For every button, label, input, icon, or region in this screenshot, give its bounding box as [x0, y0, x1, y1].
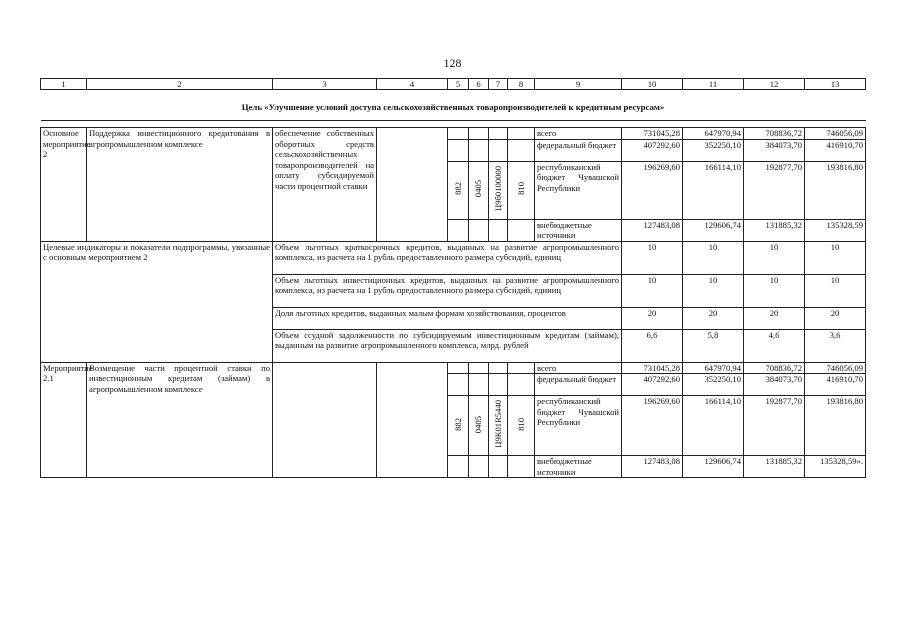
column-number: 1	[41, 79, 87, 90]
column-number: 10	[622, 79, 683, 90]
target-text: Доля льготных кредитов, выданных малым формам хозяйствования, процентов	[273, 307, 622, 329]
value-cell: 166114,10	[683, 161, 744, 219]
target-text: Объем льготных краткосрочных кредитов, выданных на развитие агропромышленного комплекса, из расчета на 1 рубль предоставленного размера субсидий, единиц	[273, 241, 622, 274]
column-header-row	[41, 79, 866, 90]
code-rz: 0405	[469, 396, 489, 456]
main-event-label: Основное мероприятие 2	[41, 128, 87, 242]
value-cell: 6,6	[622, 329, 683, 362]
column-number: 12	[744, 79, 805, 90]
code-vr: 810	[508, 396, 535, 456]
target-text: Объем льготных инвестиционных кредитов, выданных на развитие агропромышленного комплекса, из расчета на 1 рубль предоставленного размера субсидий, единиц	[273, 274, 622, 307]
value-cell: 731045,28	[622, 128, 683, 140]
value-cell: 352250,10	[683, 374, 744, 396]
code-rz: 0405	[469, 161, 489, 219]
activity-label: Мероприятие 2.1	[41, 362, 87, 478]
program-table	[40, 78, 866, 478]
value-cell: 193816,80	[805, 396, 866, 456]
blank-cell	[448, 219, 469, 241]
blank-cell	[448, 374, 469, 396]
value-cell: 10	[744, 274, 805, 307]
blank-cell	[489, 219, 508, 241]
value-cell: 131885,32	[744, 219, 805, 241]
blank-cell	[448, 139, 469, 161]
blank-cell	[489, 456, 508, 478]
value-cell: 192877,70	[744, 396, 805, 456]
column-number: 9	[535, 79, 622, 90]
column-number: 6	[469, 79, 489, 90]
column-number: 11	[683, 79, 744, 90]
blank-cell	[508, 374, 535, 396]
spacer	[41, 121, 866, 128]
table-row	[41, 362, 866, 374]
source-label: внебюджетные источники	[535, 456, 622, 478]
value-cell: 384073,70	[744, 139, 805, 161]
source-label: внебюджетные источники	[535, 219, 622, 241]
value-cell: 20	[622, 307, 683, 329]
blank-cell	[489, 128, 508, 140]
table-row	[41, 241, 866, 274]
source-label: федеральный бюджет	[535, 374, 622, 396]
blank-cell	[469, 128, 489, 140]
column-number: 4	[377, 79, 448, 90]
value-cell: 192877,70	[744, 161, 805, 219]
column-number: 13	[805, 79, 866, 90]
blank-cell	[489, 139, 508, 161]
main-event-col4	[377, 128, 448, 242]
blank-cell	[469, 362, 489, 374]
value-cell: 10	[744, 241, 805, 274]
source-label: республиканский бюджет Чувашской Республики	[535, 396, 622, 456]
main-event-name: Поддержка инвестиционного кредитования в агропромышленном комплексе	[87, 128, 273, 242]
value-cell: 384073,70	[744, 374, 805, 396]
value-cell: 129606,74	[683, 219, 744, 241]
value-cell: 746056,09	[805, 362, 866, 374]
main-event-indicator: обеспечение собственных оборотных средств сельскохозяйственных товаропроизводителей на оплату субсидируемой части процентной ставки	[273, 128, 377, 242]
value-cell: 10	[622, 241, 683, 274]
blank-cell	[508, 219, 535, 241]
target-text: Объем ссудной задолженности по субсидируемым инвестиционным кредитам (займам), выданным на развитие агропромышленного комплекса, млрд. рублей	[273, 329, 622, 362]
value-cell: 10	[805, 274, 866, 307]
blank-cell	[508, 139, 535, 161]
value-cell: 352250,10	[683, 139, 744, 161]
value-cell: 10	[683, 241, 744, 274]
targets-label: Целевые индикаторы и показатели подпрограммы, увязанные с основным мероприятием 2	[41, 241, 273, 362]
value-cell: 5,8	[683, 329, 744, 362]
value-cell: 416910,70	[805, 139, 866, 161]
code-csr: Ц9К01R5440	[489, 396, 508, 456]
value-cell: 193816,80	[805, 161, 866, 219]
value-cell: 647970,94	[683, 128, 744, 140]
blank-cell	[469, 374, 489, 396]
source-label: всего	[535, 362, 622, 374]
blank-cell	[448, 128, 469, 140]
source-label: всего	[535, 128, 622, 140]
value-cell: 407292,60	[622, 139, 683, 161]
goal-row	[41, 90, 866, 121]
value-cell: 10	[805, 241, 866, 274]
table-row	[41, 128, 866, 140]
code-csr: Ц9б0100000	[489, 161, 508, 219]
value-cell: 127483,08	[622, 219, 683, 241]
blank-cell	[508, 362, 535, 374]
blank-cell	[508, 128, 535, 140]
page-number: 128	[443, 56, 462, 70]
value-cell: 135328,59	[805, 219, 866, 241]
value-cell: 196269,60	[622, 161, 683, 219]
value-cell: 416910,70	[805, 374, 866, 396]
blank-cell	[448, 362, 469, 374]
value-cell: 10	[622, 274, 683, 307]
value-cell: 131885,32	[744, 456, 805, 478]
value-cell: 731045,28	[622, 362, 683, 374]
value-cell: 129606,74	[683, 456, 744, 478]
value-cell: 135328,59».	[805, 456, 866, 478]
value-cell: 647970,94	[683, 362, 744, 374]
value-cell: 10	[683, 274, 744, 307]
value-cell: 20	[683, 307, 744, 329]
goal-title: Цель «Улучшение условий доступа сельскохозяйственных товаропроизводителей к кредитным ресурсам»	[241, 101, 665, 112]
value-cell: 196269,60	[622, 396, 683, 456]
value-cell: 746056,09	[805, 128, 866, 140]
blank-cell	[469, 139, 489, 161]
column-number: 2	[87, 79, 273, 90]
value-cell: 20	[744, 307, 805, 329]
column-number: 3	[273, 79, 377, 90]
blank-cell	[508, 456, 535, 478]
blank-cell	[469, 456, 489, 478]
value-cell: 708836,72	[744, 128, 805, 140]
column-number: 7	[489, 79, 508, 90]
source-label: республиканский бюджет Чувашской Республики	[535, 161, 622, 219]
value-cell: 407292,60	[622, 374, 683, 396]
value-cell: 20	[805, 307, 866, 329]
value-cell: 127483,08	[622, 456, 683, 478]
code-grbs: 882	[448, 396, 469, 456]
value-cell: 708836,72	[744, 362, 805, 374]
activity-col3	[273, 362, 377, 478]
code-grbs: 882	[448, 161, 469, 219]
blank-cell	[469, 219, 489, 241]
blank-cell	[489, 362, 508, 374]
column-number: 8	[508, 79, 535, 90]
value-cell: 166114,10	[683, 396, 744, 456]
column-number: 5	[448, 79, 469, 90]
blank-cell	[448, 456, 469, 478]
activity-name: Возмещение части процентной ставки по инвестиционным кредитам (займам) в агропромышленном комплексе	[87, 362, 273, 478]
activity-col4	[377, 362, 448, 478]
value-cell: 3,6	[805, 329, 866, 362]
code-vr: 810	[508, 161, 535, 219]
blank-cell	[489, 374, 508, 396]
value-cell: 4,6	[744, 329, 805, 362]
source-label: федеральный бюджет	[535, 139, 622, 161]
